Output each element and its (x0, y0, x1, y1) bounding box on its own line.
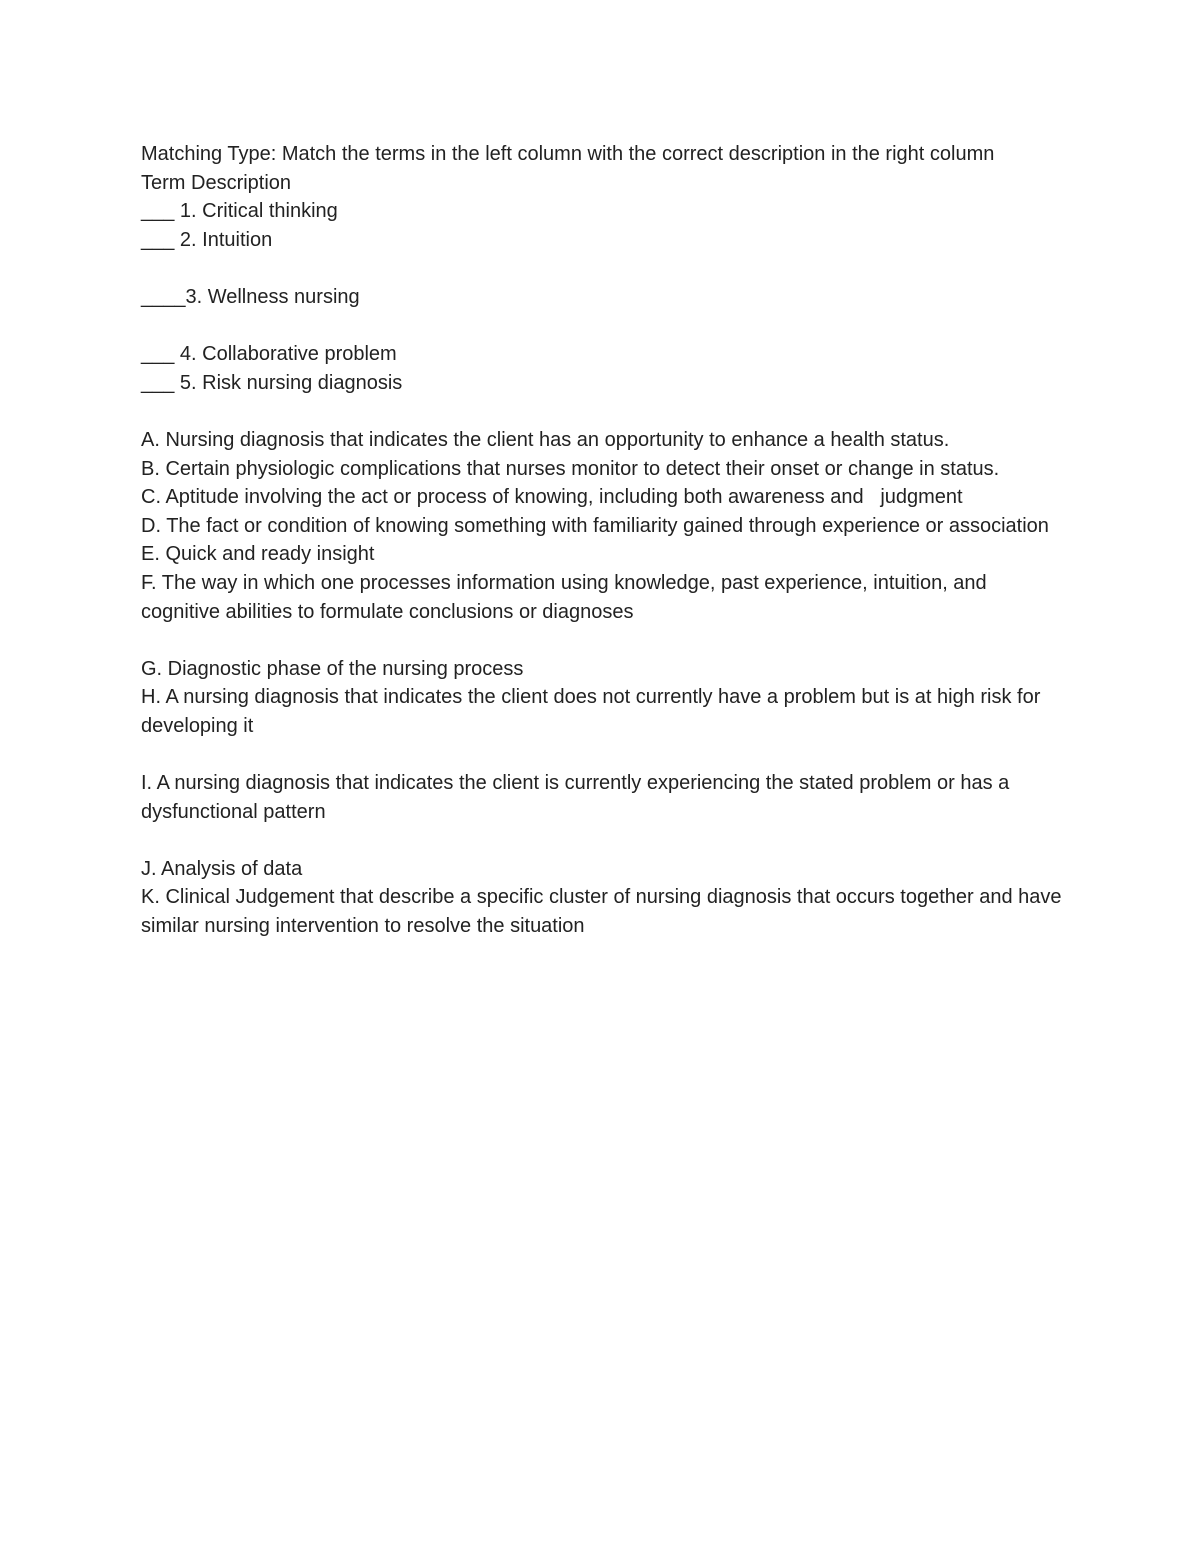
term-item: ___ 4. Collaborative problem (141, 343, 397, 366)
spacer (141, 740, 1071, 769)
term-item: ___ 5. Risk nursing diagnosis (141, 371, 403, 394)
description-item: F. The way in which one processes information using knowledge, past experience, intuition, and cognitive abilities to formulate conclusions or diagnoses (141, 571, 987, 623)
description-item: E. Quick and ready insight (141, 543, 375, 566)
term-item: ____3. Wellness nursing (141, 285, 360, 308)
column-header: Term Description (141, 171, 292, 194)
description-item: A. Nursing diagnosis that indicates the client has an opportunity to enhance a health status. (141, 428, 950, 451)
description-item: H. A nursing diagnosis that indicates the client does not currently have a problem but is at high risk for developing it (141, 686, 1041, 737)
spacer (141, 626, 1071, 655)
term-item: ___ 2. Intuition (141, 228, 273, 251)
description-item: I. A nursing diagnosis that indicates the client is currently experiencing the stated problem or has a dysfunctional pattern (141, 772, 1010, 823)
description-item: D. The fact or condition of knowing something with familiarity gained through experience or association (141, 514, 1049, 537)
spacer (141, 826, 1071, 855)
instructions: Matching Type: Match the terms in the left column with the correct description in the right column (141, 143, 995, 165)
document-body (141, 140, 1071, 941)
description-item: J. Analysis of data (141, 857, 303, 880)
spacer (141, 312, 1071, 341)
term-item: ___ 1. Critical thinking (141, 200, 338, 223)
description-item: C. Aptitude involving the act or process of knowing, including both awareness and judgment (141, 486, 963, 509)
spacer (141, 254, 1071, 283)
spacer (141, 397, 1071, 426)
description-item: K. Clinical Judgement that describe a specific cluster of nursing diagnosis that occurs together and have similar nursing intervention to resolve the situation (141, 886, 1062, 938)
description-item: B. Certain physiologic complications that nurses monitor to detect their onset or change in status. (141, 457, 1000, 480)
description-item: G. Diagnostic phase of the nursing process (141, 657, 524, 680)
